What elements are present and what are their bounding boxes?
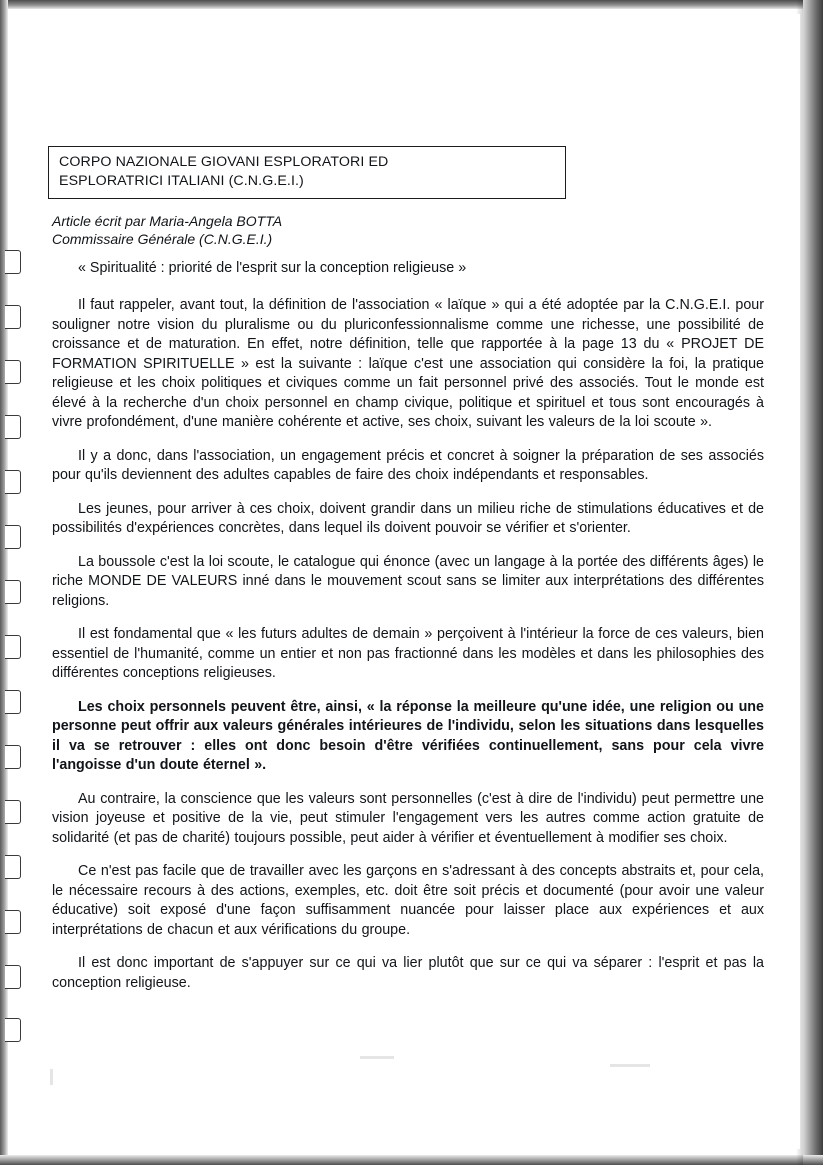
body-paragraph: La boussole c'est la loi scoute, le catalogue qui énonce (avec un langage à la portée des différents âges) le riche MONDE DE VALEURS inné dans le mouvement scout sans se limiter aux interprétations des différentes religions. [52,553,764,609]
binder-hole [5,250,21,274]
body-paragraph: Il faut rappeler, avant tout, la définition de l'association « laïque » qui a été adoptée par la C.N.G.E.I. pour souligner notre vision du pluralisme ou du pluriconfessionnalisme comme une richesse, une possibilité de croissance et de maturation. En effet, notre définition, telle que rapportée à la page 13 du « PROJET DE FORMATION SPIRITUELLE » est la suivante : laïque c'est une association qui considère la foi, la pratique religieuse et les choix politiques et civiques comme un fait personnel privé des associés. Tout le monde est élevé à la recherche d'un choix personnel en champ civique, politique et spirituel et tous sont encouragés à vivre profondément, d'une manière cohérente et active, ses choix, suivant les valeurs de la loi scoute ». [52,297,764,430]
scan-edge-right [803,0,823,1165]
author-role-line: Commissaire Générale (C.N.G.E.I.) [52,231,273,247]
body-paragraph: Au contraire, la conscience que les valeurs sont personnelles (c'est à dire de l'individu) peut permettre une vision joyeuse et positive de la vie, peut stimuler l'engagement vers les autres comme action gratuite de solidarité (et pas de charité) toujours possible, peut aider à vérifier et éventuellement à modifier ses choix. [52,790,764,846]
scan-artifact [610,1064,650,1067]
binder-hole [5,690,21,714]
body-paragraph: Il est donc important de s'appuyer sur ce qui va lier plutôt que sur ce qui va séparer : l'esprit et pas la conception religieuse. [52,955,764,991]
binder-hole-strip [5,250,27,1040]
binder-hole [5,745,21,769]
body-paragraph: Les jeunes, pour arriver à ces choix, doivent grandir dans un milieu riche de stimulations éducatives et de possibilités d'expériences concrètes, dans lequel ils doivent pouvoir se vérifier et s'orienter. [52,500,764,536]
body-paragraph: Il est fondamental que « les futurs adultes de demain » perçoivent à l'intérieur la force de ces valeurs, bien essentiel de l'humanité, comme un entier et non pas fractionné dans les modèles et dans les philosophies des différentes conceptions religieuses. [52,626,764,681]
binder-hole [5,580,21,604]
binder-hole [5,635,21,659]
binder-hole [5,1018,21,1042]
body-paragraph: Ce n'est pas facile que de travailler avec les garçons en s'adressant à des concepts abstraits et, pour cela, le nécessaire recours à des actions, exemples, etc. doit être soit précis et documenté (pour avoir une valeur éducative) soit exposé d'une façon suffisamment nuancée pour laisser place aux expériences et aux interprétations de chacun et aux vérifications du groupe. [52,863,764,938]
author-byline [52,212,652,248]
scan-artifact [360,1056,394,1059]
binder-hole [5,415,21,439]
body-paragraph-emphasized: Les choix personnels peuvent être, ainsi, « la réponse la meilleure qu'une idée, une religion ou une personne peut offrir aux valeurs générales intérieures de l'individu, selon les situations dans lesquelles il va se retrouver : elles ont donc besoin d'être vérifiées continuellement, sans pour cela vivre l'angoisse d'un doute éternel ». [52,698,764,773]
binder-hole [5,800,21,824]
binder-hole [5,525,21,549]
document-body [52,259,764,993]
binder-hole [5,305,21,329]
organization-title-box [48,146,566,199]
binder-hole [5,965,21,989]
author-name-line: Article écrit par Maria-Angela BOTTA [52,213,283,229]
binder-hole [5,470,21,494]
binder-hole [5,855,21,879]
document-sheet [30,14,800,1149]
binder-hole [5,360,21,384]
scan-edge-top [0,0,823,9]
organization-title-line-2: ESPLORATRICI ITALIANI (C.N.G.E.I.) [59,173,304,189]
article-subject: « Spiritualité : priorité de l'esprit sur la conception religieuse » [78,260,467,276]
scan-artifact [50,1069,53,1085]
organization-title-line-1: CORPO NAZIONALE GIOVANI ESPLORATORI ED [59,154,389,170]
binder-hole [5,910,21,934]
body-paragraph: Il y a donc, dans l'association, un engagement précis et concret à soigner la préparation de ses associés pour qu'ils deviennent des adultes capables de faire des choix indépendants et responsables. [52,447,764,483]
scan-edge-bottom [0,1155,823,1165]
